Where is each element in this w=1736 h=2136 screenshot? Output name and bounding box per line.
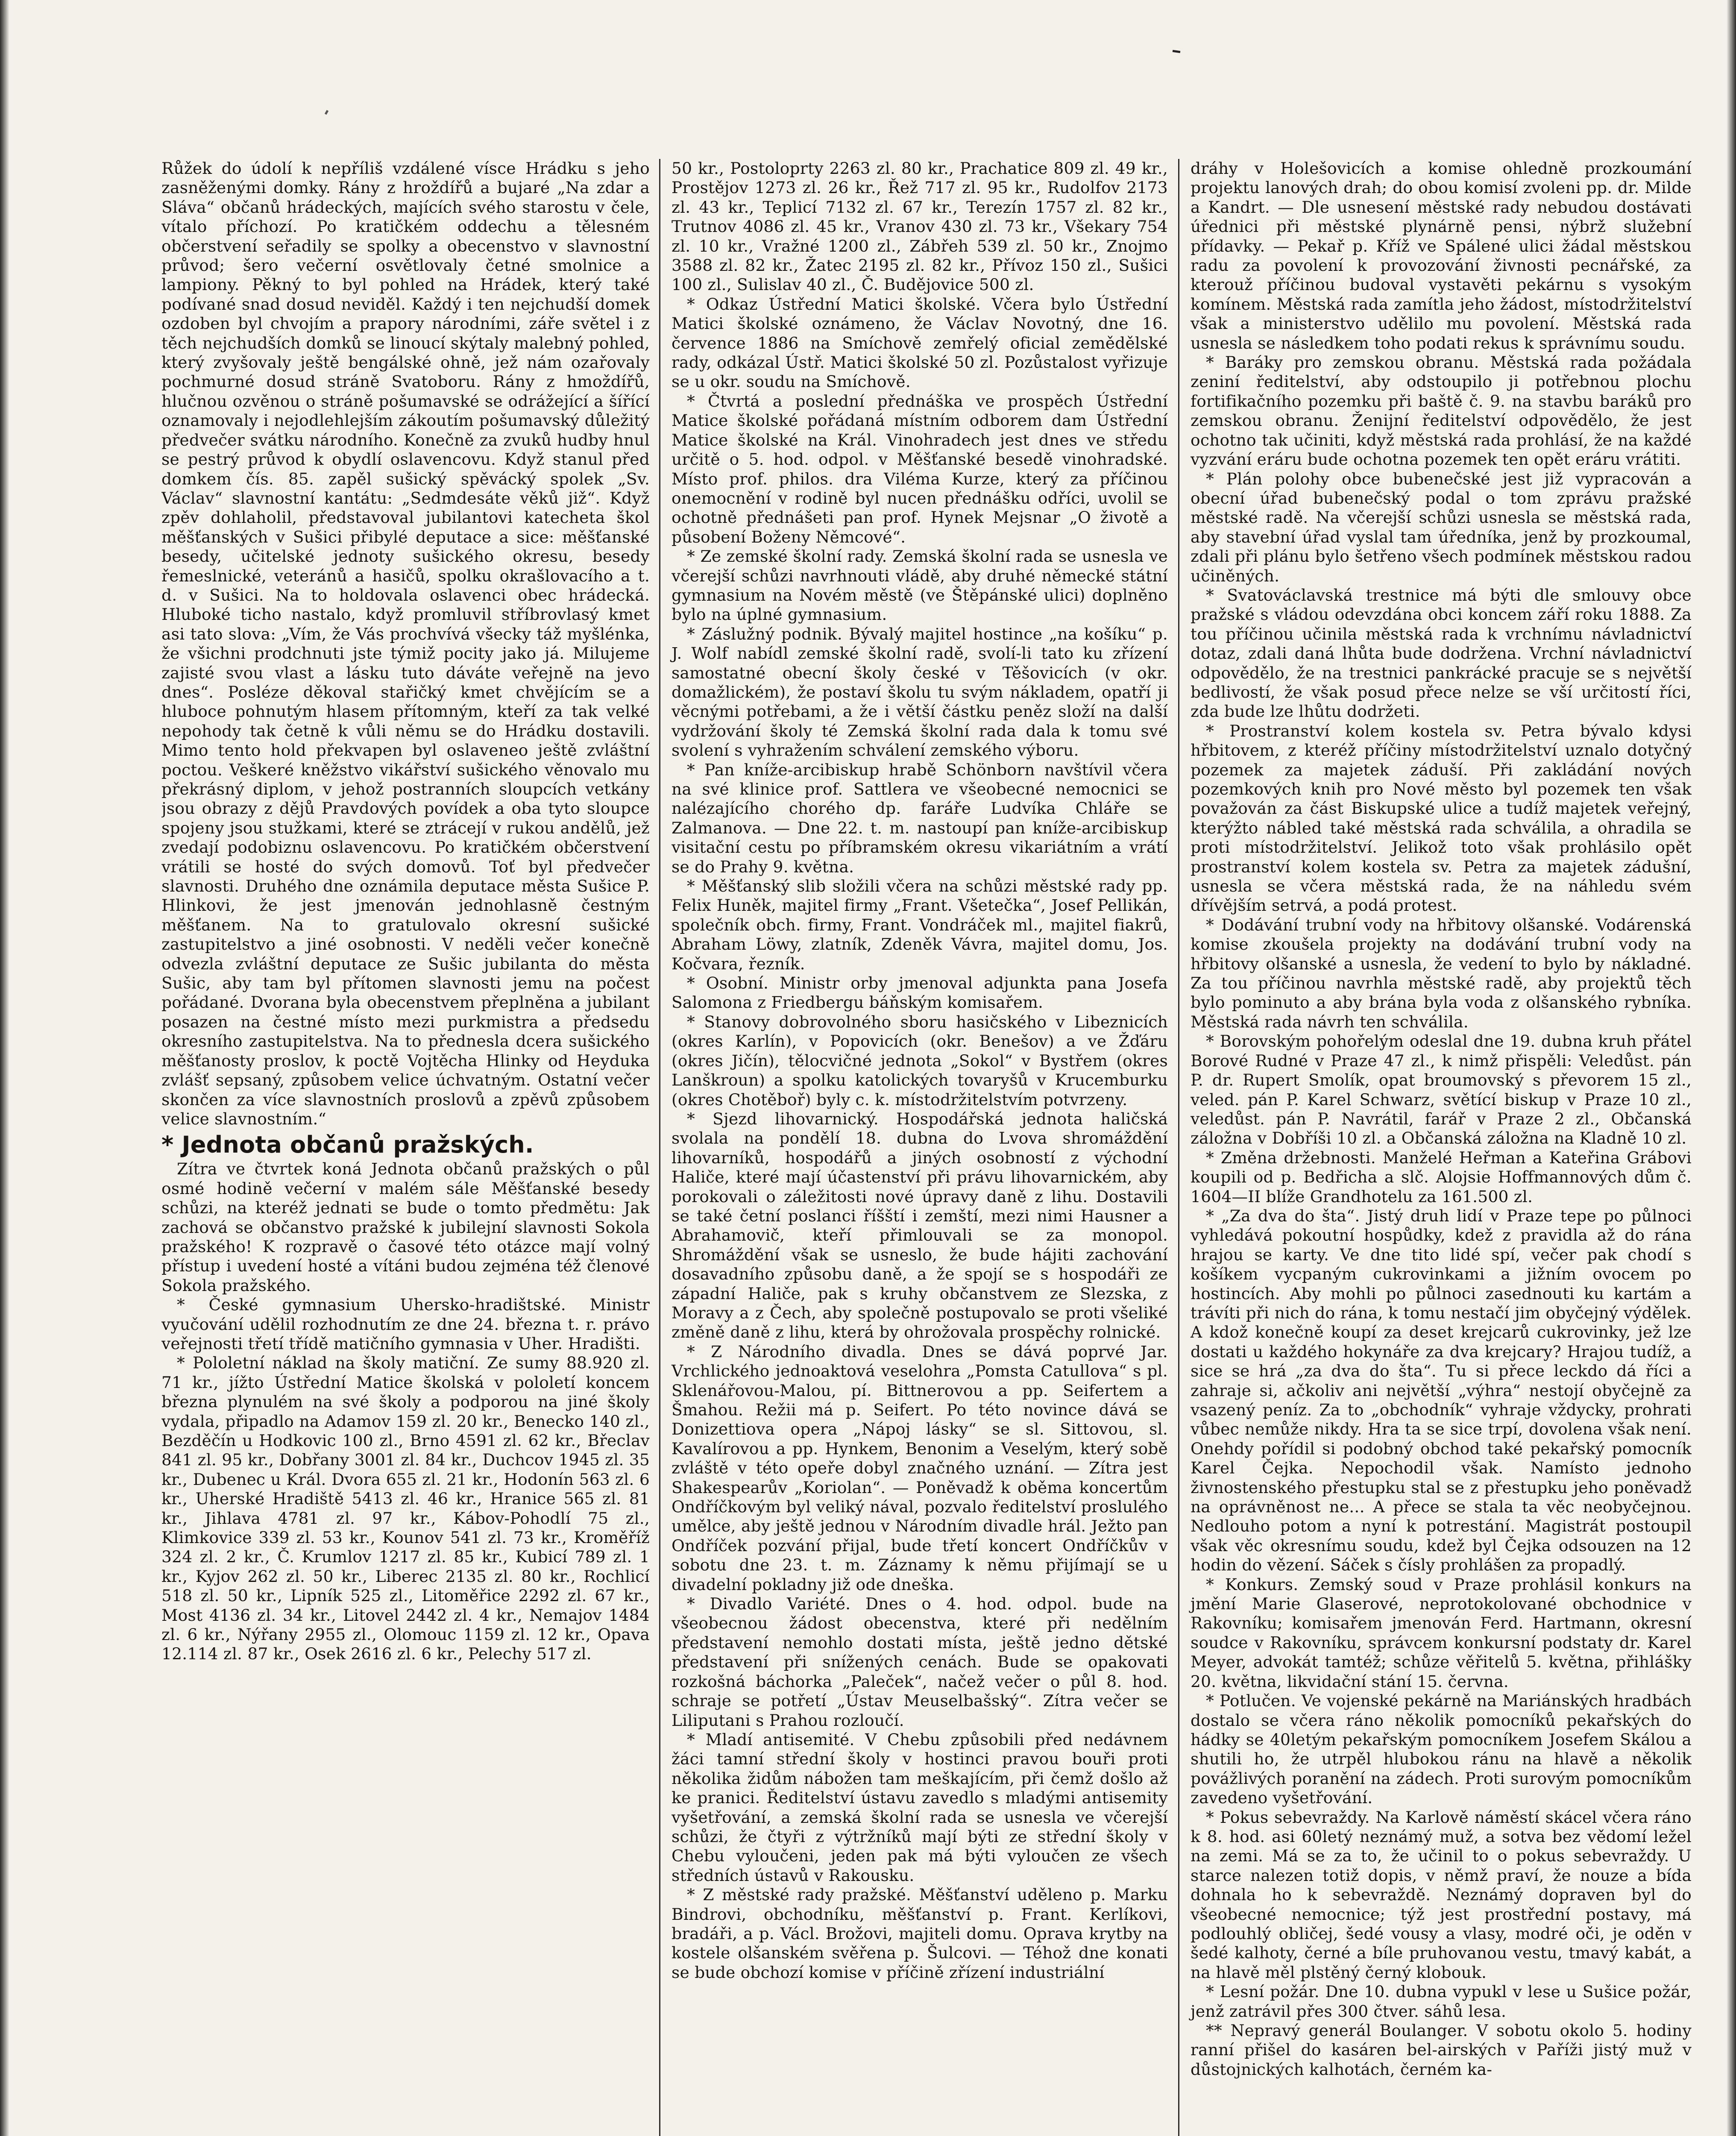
article-paragraph: * Prostranství kolem kostela sv. Petra bývalo kdysi hřbitovem, z kteréž příčiny místodržitelství uznalo dotyčný pozemek za majetek záduší. Při zakládání nových pozemkových knih pro Nové město byl pozemek ten však považován za část Biskupské ulice a tudíž majetek veřejný, kterýžto nábled také městská rada schválila, a ohradila se proti místodržitelství. Jelikož toto však prohlásilo opět prostranství kolem kostela sv. Petra za majetek zádušní, usnesla se včera městská rada, že na náhledu svém dřívějším setrvá, a podá protest. [1191,721,1692,915]
article-paragraph: * Konkurs. Zemský soud v Praze prohlásil konkurs na jmění Marie Glaserové, neprotokolované obchodnice v Rakovníku; komisařem jmenován Ferd. Hartmann, okresní soudce v Rakovníku, správcem konkursní podstaty dr. Karel Meyer, advokát tamtéž; schůze věřitelů 5. května, přihlášky 20. května, likvidační stání 15. června. [1191,1575,1692,1691]
article-paragraph: * Čtvrtá a poslední přednáška ve prospěch Ústřední Matice školské pořádaná místním odborem dam Ústřední Matice školské na Král. Vinohradech jest dnes ve středu určitě o 5. hod. odpol. v Měšťanské besedě vinohradské. Místo prof. philos. dra Viléma Kurze, který za příčinou onemocnění v rodině byl nucen přednášku odříci, uvolil se ochotně přednášeti pan prof. Hynek Mejsnar „O životě a působení Boženy Němcové“. [672,391,1168,546]
article-paragraph: * Stanovy dobrovolného sboru hasičského v Libeznicích (okres Karlín), v Popovicích (okr. Benešov) a ve Žďáru (okres Jičín), tělocvičné jednota „Sokol“ v Bystřem (okres Lanškroun) a spolku katolických tovaryšů v Krucemburku (okres Chotěboř) byly c. k. místodržitelstvím potvrzeny. [672,1012,1168,1109]
article-paragraph: * Z Národního divadla. Dnes se dává poprvé Jar. Vrchlického jednoaktová veselohra „Pomsta Catullova“ s pl. Sklenářovou-Malou, pí. Bittnerovou a pp. Seifertem a Šmahou. Režii má p. Seifert. Po této novince dává se Donizettiova opera „Nápoj lásky“ se sl. Sittovou, sl. Kavalírovou a pp. Hynkem, Benonim a Veselým, který sobě zvláště v této opeře dobyl značného uznání. — Zítra jest Shakespearův „Koriolan“. — Poněvadž k oběma koncertům Ondříčkovým byl veliký nával, pozvalo ředitelství proslulého umělce, aby ještě jednou v Národním divadle hrál. Ježto pan Ondříček pozvání přijal, bude třetí koncert Ondříčkův v sobotu dne 23. t. m. Záznamy k němu přijímají se u divadelní pokladny již ode dneška. [672,1342,1168,1594]
article-paragraph: Růžek do údolí k nepříliš vzdálené vísce Hrádku s jeho zasněženými domky. Rány z hroždířů a bujaré „Na zdar a Sláva“ občanů hrádeckých, majících svého starostu v čele, vítalo příchozí. Po kratičkém oddechu a tělesném občerstvení seřadily se spolky a obecenstvo v slavnostní průvod; šero večerní osvětlovaly četné smolnice a lampiony. Pěkný to byl pohled na Hrádek, který také podívané snad dosud neviděl. Každý i ten nejchudší domek ozdoben byl chvojím a prapory národními, záře světel i z těch nejchudších domků se linoucí skýtaly malebný pohled, který zvyšovaly ještě bengálské ohně, jež nám ozařovaly pochmurné dosud stráně Svatoboru. Rány z hmoždířů, hlučnou ozvěnou o stráně pošumavské se odrážející a šířící oznamovaly i nejodlehlejším zákoutím pošumavský důležitý předvečer svátku národního. Konečně za zvuků hudby hnul se pestrý průvod k obydlí oslavencovu. Když stanul před domkem čís. 85. zapěl sušický spěvácký spolek „Sv. Václav“ slavnostní kantátu: „Sedmdesáte věků již“. Když zpěv dohlaholil, představoval jubilantovi katecheta škol měšťanských v Sušici přibylé deputace a sice: měšťanské besedy, učitelské jednoty sušického okresu, besedy řemeslnické, veteránů a hasičů, spolku okrašlovacího a t. d. v Sušici. Na to holdovala oslavenci obec hrádecká. Hluboké ticho nastalo, když promluvil stříbrovlasý kmet asi tato slova: „Vím, že Vás prochvívá všecky táž myšlénka, že všichni prodchnuti jste týmiž pocity jako já. Milujeme zajisté svou vlast a lásku tuto dáváte veřejně na jevo dnes“. Posléze děkoval stařičký kmet chvějícím se a hluboce pohnutým hlasem přítomným, kteří za tak velké nepohody tak četně k vůli němu se do Hrádku dostavili. Mimo tento hold překvapen byl oslaveneo ještě zvláštní poctou. Veškeré kněžstvo vikářství sušického věnovalo mu překrásný diplom, v jehož postranních sloupcích vetkány jsou obrazy z dějů Pravdových povídek a oba tyto sloupce spojeny jsou stužkami, které se ztrácejí v rukou andělů, jež zvedají podobiznu oslavencovu. Po kratičkém občerstvení vrátili se hosté do svých domovů. Toť byl předvečer slavnosti. Druhého dne oznámila deputace města Sušice P. Hlinkovi, že jest jmenován jednohlasně čestným měšťanem. Na to gratulovalo okresní sušické zastupitelstvo a jiné osobnosti. V neděli večer konečně odvezla zvláštní deputace ze Sušic jubilanta do města Sušic, aby tam byl přítomen slavnosti jemu na počest pořádané. Dvorana byla obecenstvem přeplněna a jubilant posazen na čestné místo mezi purkmistra a předsedu okresního zastupitelstva. Na to přednesla dcera sušického měšťanosty proslov, k poctě Vojtěcha Hlinky od Heyduka zvlášť sepsaný, způsobem velice úchvatným. Ostatní večer skončen za více slavnostních proslovů a zpěvů způsobem velice slavnostním.“ [161,159,650,1128]
article-paragraph: * Z městské rady pražské. Měšťanství uděleno p. Marku Bindrovi, obchodníku, měšťanství p. Frant. Kerlíkovi, bradáři, a p. Václ. Brožovi, majiteli domu. Oprava krytby na kostele olšanském svěřena p. Šulcovi. — Téhož dne konati se bude obchozí komise v příčině zřízení industriální [672,1885,1168,1982]
article-paragraph: * Dodávání trubní vody na hřbitovy olšanské. Vodárenská komise zkoušela projekty na dodávání trubní vody na hřbitovy olšanské a usnesla, že vedení to bylo by nákladné. Za tou příčinou navrhla městské radě, aby projektů těch bylo pominuto a aby brána byla voda z olšanského rybníka. Městská rada návrh ten schválila. [1191,915,1692,1031]
article-paragraph: * Divadlo Variété. Dnes o 4. hod. odpol. bude na všeobecnou žádost obecenstva, které při nedělním představení nemohlo dostati místa, ještě jedno dětské představení při snížených cenách. Bude se opakovati rozkošná báchorka „Paleček“, načež večer o půl 8. hod. schraje se potřetí „Ústav Meuselbašský“. Zítra večer se Liliputani s Prahou rozloučí. [672,1594,1168,1730]
article-paragraph: * Sjezd lihovarnický. Hospodářská jednota haličská svolala na pondělí 18. dubna do Lvova shromáždění lihovarníků, hospodářů a jiných osobností z východní Haliče, které mají účastenství při právu lihovarnickém, aby porokovali o záležitosti nové úpravy daně z lihu. Dostavili se také četní poslanci říšští i zemští, mezi nimi Hausner a Abrahamovič, kteří přimlouvali se za monopol. Shromáždění však se usneslo, že bude hájiti zachování dosavadního způsobu daně, a že spojí se s hospodáři ze západní Haliče, pak s kruhy občanstvem ze Slezska, z Moravy a z Čech, aby společně postupovalo se proti všeliké změně daně z lihu, která by ohrožovala prospěchy rolnické. [672,1109,1168,1342]
article-paragraph: Zítra ve čtvrtek koná Jednota občanů pražských o půl osmé hodině večerní v malém sále Měšťanské besedy schůzi, na kteréž jednati se bude o tomto předmětu: Jak zachová se občanstvo pražské k jubilejní slavnosti Sokola pražského! K rozpravě o časové této otázce mají volný přístup i uvedení hosté a vítáni budou zejména též členové Sokola pražského. [161,1159,650,1295]
ink-mark [1173,50,1181,53]
article-paragraph: * Změna držebnosti. Manželé Heřman a Kateřina Grábovi koupili od p. Bedřicha a slč. Alojsie Hoffmannových dům č. 1604—II blíže Grandhotelu za 161.500 zl. [1191,1148,1692,1206]
article-paragraph: ** Nepravý generál Boulanger. V sobotu okolo 5. hodiny ranní přišel do kasáren bel-airských v Paříži jistý muž v důstojnických kalhotách, černém ka- [1191,2021,1692,2079]
article-paragraph: * Pololetní náklad na školy matiční. Ze sumy 88.920 zl. 71 kr., jížto Ústřední Matice školská v pololetí koncem března plynulém na své školy a podporou na jiné školy vydala, připadlo na Adamov 159 zl. 20 kr., Benecko 140 zl., Bezděčín u Hodkovic 100 zl., Brno 4591 zl. 62 kr., Břeclav 841 zl. 95 kr., Dobřany 3001 zl. 84 kr., Duchcov 1945 zl. 35 kr., Dubenec u Král. Dvora 655 zl. 21 kr., Hodonín 563 zl. 6 kr., Uherské Hradiště 5413 zl. 46 kr., Hranice 565 zl. 81 kr., Jihlava 4781 zl. 97 kr., Kábov-Pohodlí 75 zl., Klimkovice 339 zl. 53 kr., Kounov 541 zl. 73 kr., Kroměříž 324 zl. 2 kr., Č. Krumlov 1217 zl. 85 kr., Kubicí 789 zl. 1 kr., Kyjov 262 zl. 50 kr., Liberec 2135 zl. 80 kr., Rochlicí 518 zl. 50 kr., Lipník 525 zl., Litoměřice 2292 zl. 67 kr., Most 4136 zl. 34 kr., Litovel 2442 zl. 4 kr., Nemajov 1484 zl. 6 kr., Nýřany 2955 zl., Olomouc 1159 zl. 12 kr., Opava 12.114 zl. 87 kr., Osek 2616 zl. 6 kr., Pelechy 517 zl. [161,1353,650,1664]
article-paragraph: * Měšťanský slib složili včera na schůzi městské rady pp. Felix Huněk, majitel firmy „Frant. Všetečka“, Josef Pellikán, společník obch. firmy, Frant. Vondráček ml., majitel fiakrů, Abraham Löwy, zlatník, Zdeněk Vávra, majitel domu, Jos. Kočvara, řezník. [672,877,1168,973]
column-left [161,159,659,2136]
article-paragraph: * Lesní požár. Dne 10. dubna vypukl v lese u Sušice požár, jenž zatrávil přes 300 čtver. sáhů lesa. [1191,1982,1692,2021]
scan-edge-left [0,0,9,2136]
column-middle [659,159,1178,2136]
article-paragraph: * Odkaz Ústřední Matici školské. Včera bylo Ústřední Matici školské oznámeno, že Václav Novotný, dne 16. července 1886 na Smíchově zemřelý oficial zemědělské rady, odkázal Ústř. Matici školské 50 zl. Pozůstalost vyřizuje se u okr. soudu na Smíchově. [672,294,1168,391]
article-paragraph: 50 kr., Postoloprty 2263 zl. 80 kr., Prachatice 809 zl. 49 kr., Prostějov 1273 zl. 26 kr., Řež 717 zl. 95 kr., Rudolfov 2173 zl. 43 kr., Teplicí 7132 zl. 67 kr., Terezín 1757 zl. 82 kr., Trutnov 4086 zl. 45 kr., Vranov 430 zl. 73 kr., Všekary 754 zl. 10 kr., Vražné 1200 zl., Zábřeh 539 zl. 50 kr., Znojmo 3588 zl. 82 kr., Žatec 2195 zl. 82 kr., Přívoz 150 zl., Sušici 100 zl., Sulislav 40 zl., Č. Budějovice 500 zl. [672,159,1168,294]
article-paragraph: * Ze zemské školní rady. Zemská školní rada se usnesla ve včerejší schůzi navrhnouti vládě, aby druhé německé státní gymnasium na Novém městě (ve Štěpánské ulici) doplněno bylo na úplné gymnasium. [672,547,1168,624]
article-paragraph: * Pan kníže-arcibiskup hrabě Schönborn navštívil včera na své klinice prof. Sattlera ve všeobecné nemocnici se nalézajícího chorého dp. faráře Ludvíka Chláře se Zalmanova. — Dne 22. t. m. nastoupí pan kníže-arcibiskup visitační cestu po příbramském okresu vikariátním a vrátí se do Prahy 9. května. [672,760,1168,876]
article-paragraph: * Mladí antisemité. V Chebu způsobili před nedávnem žáci tamní střední školy v hostinci pravou bouři proti několika židům nábožen tam meškajícím, při čemž došlo až ke pranici. Ředitelství ústavu zavedlo s mladými antisemity vyšetřování, a zemská školní rada se usnesla ve včerejší schůzi, že čtyři z výtržníků mají býti ze střední školy v Chebu vyloučeni, jeden pak má býti vyloučen ze všech středních ústavů v Rakousku. [672,1730,1168,1885]
column-right [1178,159,1692,2136]
ink-speck [325,110,328,114]
article-paragraph: * Baráky pro zemskou obranu. Městská rada požádala zeniní ředitelství, aby odstoupilo ji potřebnou plochu fortifikačního pozemku při baště č. 9. na stavbu baráků pro zemskou obranu. Ženijní ředitelství odpovědělo, že jest ochotno tak učiniti, když městská rada prohlásí, že na každé vyzvání eráru bude ochotna pozemek ten opět eráru vrátiti. [1191,353,1692,469]
article-paragraph: * Pokus sebevraždy. Na Karlově náměstí skácel včera ráno k 8. hod. asi 60letý neznámý muž, a sotva bez vědomí ležel na zemi. Má se za to, že učinil to o pokus sebevraždy. U starce nalezen totiž dopis, v němž praví, že nouze a bída dohnala ho k sebevraždě. Neznámý dopraven byl do všeobecné nemocnice; týž jest prostřední postavy, má podlouhlý obličej, šedé vousy a vlasy, modré oči, je oděn v šedé kalhoty, černé a bíle pruhovanou vestu, tmavý kabát, a na hlavě měl plstěný černý klobouk. [1191,1807,1692,1982]
scan-edge-right [1727,0,1736,2136]
article-paragraph: * České gymnasium Uhersko-hradištské. Ministr vyučování udělil rozhodnutím ze dne 24. března t. r. právo veřejnosti třetí třídě matičního gymnasia v Uher. Hradišti. [161,1295,650,1353]
article-paragraph: * Osobní. Ministr orby jmenoval adjunkta pana Josefa Salomona z Friedbergu báňským komisařem. [672,974,1168,1012]
article-headline: * Jednota občanů pražských. [161,1131,534,1159]
article-paragraph: * Plán polohy obce bubenečské jest již vypracován a obecní úřad bubenečský podal o tom zprávu pražské městské radě. Na včerejší schůzi usnesla se městská rada, aby stavební úřad vyslal tam úředníka, jenž by prozkoumal, zdali při plánu bylo šetřeno všech podmínek městskou radou učiněných. [1191,469,1692,585]
article-paragraph: * Potlučen. Ve vojenské pekárně na Mariánských hradbách dostalo se včera ráno několik pomocníků pekařských do hádky se 40letým pekařským pomocníkem Josefem Skálou a shutili ho, že utrpěl hlubokou ránu na hlavě a několik povážlivých poranění na zádech. Proti surovým pomocníkům zavedeno vyšetřování. [1191,1691,1692,1807]
article-paragraph: * „Za dva do šta“. Jistý druh lidí v Praze tepe po půlnoci vyhledává pokoutní hospůdky, kdež z pravidla až do rána hrajou se karty. Ve dne tito lidé spí, večer pak chodí s košíkem vycpaným cukrovinkami a jižním ovocem po hostincích. Aby mohli po půlnoci zasednouti ku kartám a trávíti při nich do rána, k tomu nestačí jim obyčejný výdělek. A kdož konečně koupí za deset krejcarů cukrovinky, jež lze dostati u každého hokynáře za dva krejcary? Hrajou tudíž, a sice se hrá „za dva do šta“. Tu si přece leckdo dá říci a zahraje si, ačkoliv ani největší „výhra“ nestojí obyčejně za vsazený peníz. Za to „obchodník“ vyhraje vždycky, prohrati vůbec nemůže nikdy. Hra ta se sice trpí, dovolena však není. Onehdy pořídil si podobný obchod také pekařský pomocník Karel Čejka. Nepochodil však. Namísto jednoho živnostenského přestupku stal se z přestupku jeho poněvadž na oprávněnost ne... A přece se stala ta věc neobyčejnou. Nedlouho potom a nyní k potrestání. Magistrát postoupil však věc okresnímu soudu, kdež byl Čejka odsouzen na 12 hodin do vězení. Sáček s čísly prohlášen za propadlý. [1191,1206,1692,1575]
article-paragraph: * Borovským pohořelým odeslal dne 19. dubna kruh přátel Borové Rudné v Praze 47 zl., k nimž přispěli: Veledůst. pán P. dr. Rupert Smolík, opat broumovský s převorem 15 zl., veled. pán P. Karel Schwarz, světící biskup v Praze 10 zl., veledůst. pán P. Navrátil, farář v Praze 2 zl., Občanská záložna v Dobříši 10 zl. a Občanská záložna na Kladně 10 zl. [1191,1032,1692,1148]
article-paragraph: * Záslužný podnik. Bývalý majitel hostince „na košíku“ p. J. Wolf nabídl zemské školní radě, svolí-li tato ku zřízení samostatné obecní školy české v Těšovicích (v okr. domažlickém), že postaví školu tu svým nákladem, opatří ji věcnými potřebami, a že i větší částku peněz složí na další vydržování školy té Zemská školní rada dala k tomu své svolení s vyhražením schválení zemského výboru. [672,624,1168,760]
newspaper-columns [161,159,1692,2136]
article-paragraph: dráhy v Holešovicích a komise ohledně prozkoumání projektu lanových drah; do obou komisí zvoleni pp. dr. Milde a Kandrt. — Dle usnesení městské rady nebudou dostávati úřednici při městské plynárně pensi, nýbrž služební přídavky. — Pekař p. Kříž ve Spálené ulici žádal městskou radu za povolení k provozování živnosti pecnářské, za kterouž příčinou budoval vystavěti pekárnu s vysokým komínem. Městská rada zamítla jeho žádost, místodržitelství však a ministerstvo udělilo mu povolení. Městská rada usnesla se následkem toho podati rekus k správnímu soudu. [1191,159,1692,352]
article-paragraph: * Svatováclavská trestnice má býti dle smlouvy obce pražské s vládou odevzdána obci koncem září roku 1888. Za tou příčinou učinila městská rada k vrchnímu návladnictví dotaz, zdali daná lhůta bude dodržena. Vrchní návladnictví odpovědělo, že na trestnici pankrácké pracuje se s největší bedlivostí, že však posud přece nelze se vší určitostí říci, zda bude lze lhůtu dodržeti. [1191,585,1692,721]
